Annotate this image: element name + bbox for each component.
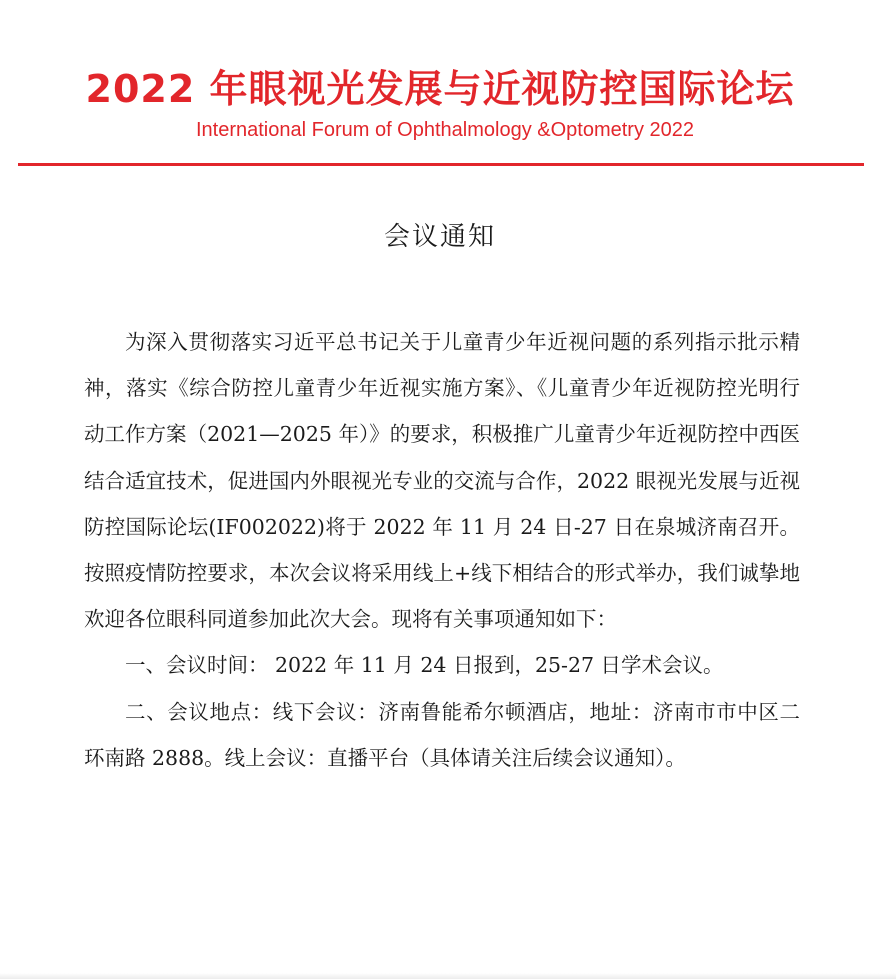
forum-title-english: International Forum of Ophthalmology &Optometry 2022: [195, 119, 695, 141]
notice-body: [84, 319, 800, 781]
forum-title-chinese: 2022 年眼视光发展与近视防控国际论坛: [85, 67, 795, 111]
meeting-location-paragraph: 二、会议地点：线下会议：济南鲁能希尔顿酒店，地址：济南市市中区二环南路 2888。线上会议：直播平台（具体请关注后续会议通知）。: [84, 699, 800, 770]
notice-heading: 会议通知: [383, 222, 496, 252]
intro-paragraph: 为深入贯彻落实习近平总书记关于儿童青少年近视问题的系列指示批示精神，落实《综合防控儿童青少年近视实施方案》、《儿童青少年近视防控光明行动工作方案（2021—2025 年）》的要求，积极推广儿童青少年近视防控中西医结合适宜技术，促进国内外眼视光专业的交流与合作，2022 眼视光发展与近视防控国际论坛(IF002022)将于 2022 年 11 月 24 日-27 日在泉城济南召开。按照疫情防控要求，本次会议将采用线上+线下相结合的形式举办，我们诚挚地欢迎各位眼科同道参加此次大会。现将有关事项通知如下：: [84, 330, 800, 632]
header-divider: [18, 163, 864, 166]
page-bottom-edge: [0, 973, 896, 979]
meeting-time-paragraph: 一、会议时间： 2022 年 11 月 24 日报到，25-27 日学术会议。: [125, 653, 724, 678]
